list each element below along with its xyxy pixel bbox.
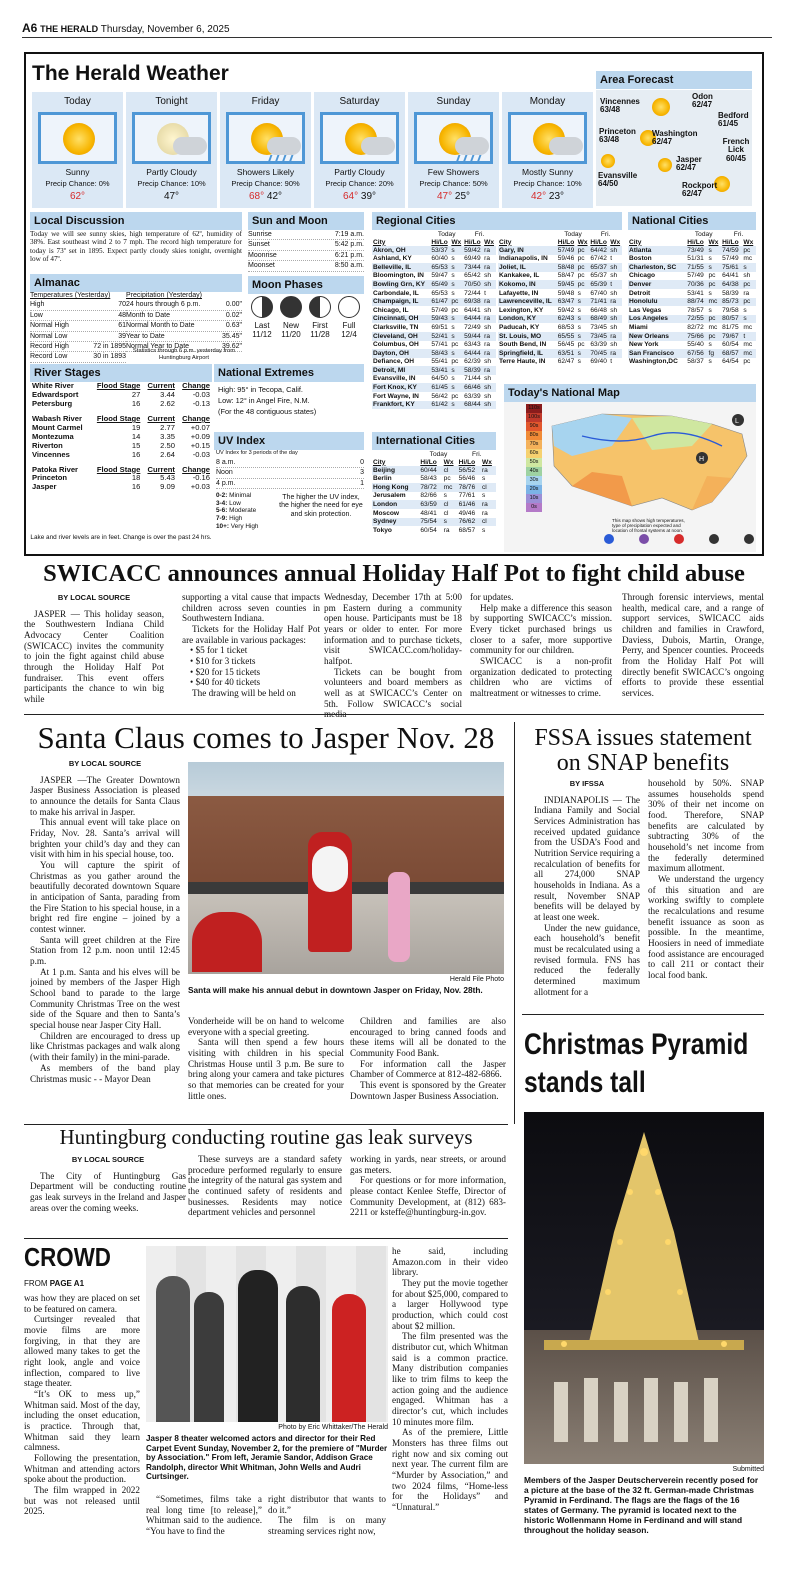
svg-text:L: L bbox=[735, 418, 739, 425]
almanac-row: Noon 3 bbox=[216, 469, 364, 478]
city-row: Bowling Grn, KY 65/49 s 70/50 sh bbox=[372, 280, 496, 289]
crowd-caption: Jasper 8 theater welcomed actors and director for their Red Carpet Event Sunday, November 2, for the premiere of "Murder by Association." From left, Jeramie Sandor, Addison Grace Randolph, director Whit Whitman, John Wells and Audri Curtsinger. bbox=[146, 1434, 388, 1482]
area-city: Vincennes 63/48 bbox=[600, 97, 640, 115]
almanac-row: Month to Date 0.02" bbox=[126, 312, 242, 321]
moon-phase-icon bbox=[251, 296, 273, 318]
area-forecast-map bbox=[596, 90, 752, 206]
sun-icon bbox=[601, 154, 615, 168]
temp-scale-band: 30s bbox=[526, 476, 542, 485]
city-row: Boston 51/31 s 57/49 mc bbox=[629, 255, 753, 263]
divider bbox=[24, 714, 764, 715]
river-row: Mount Carmel 19 2.77 +0.07 bbox=[32, 422, 210, 432]
river-row: Petersburg 16 2.62 -0.13 bbox=[32, 399, 210, 409]
city-row: London 63/59 cl 61/46 ra bbox=[372, 500, 496, 509]
river-stages-title: River Stages bbox=[30, 364, 212, 382]
almanac-row: Low 48 bbox=[30, 312, 126, 321]
city-row: Atlanta 73/49 s 74/59 pc bbox=[628, 246, 756, 255]
ticket-package: • $5 for 1 ticket bbox=[190, 645, 248, 656]
area-city: Odon 62/47 bbox=[692, 92, 713, 110]
forecast-day bbox=[314, 92, 405, 208]
almanac-note: Statistics through 6 p.m. yesterday from Huntingburg Airport bbox=[132, 348, 236, 361]
uv-scale bbox=[216, 492, 276, 530]
swicacc-headline: SWICACC announces annual Holiday Half Pot to fight child abuse bbox=[43, 560, 745, 587]
area-city: Bedford 61/45 bbox=[718, 111, 749, 129]
almanac-row: Year to Date 35.45" bbox=[126, 333, 242, 342]
moon-cloud-icon bbox=[132, 112, 211, 164]
forecast-temps: 64° 39° bbox=[342, 191, 377, 202]
almanac-row: Normal High 61 bbox=[30, 322, 126, 331]
forecast-precip: Precip Chance: 10% bbox=[513, 179, 582, 188]
city-row: Detroit, MI 53/41 s 58/39 ra bbox=[372, 366, 496, 375]
river-row: Princeton 18 5.43 -0.16 bbox=[32, 473, 210, 483]
temp-scale-band: 60s bbox=[526, 449, 542, 458]
forecast-temps: 47° 25° bbox=[436, 191, 471, 202]
local-discussion-text: Today we will see sunny skies, high temperature of 62º, humidity of 38%. East southeast wind 2 to 7 mph. The record high temperature for today is 73º set in 1895. Expect partly cloudy skies tonight, overnight low of 47º. bbox=[30, 230, 242, 263]
city-row: St. Louis, MO 65/55 s 73/45 ra bbox=[498, 332, 622, 341]
jump-from: FROM PAGE A1 bbox=[24, 1279, 85, 1288]
divider bbox=[24, 1238, 508, 1239]
area-city: Evansville 64/50 bbox=[598, 171, 638, 189]
city-row: Champaign, IL 61/47 pc 69/38 ra bbox=[372, 298, 496, 307]
city-row: Jerusalem 82/66 s 77/61 s bbox=[373, 492, 486, 500]
city-row: Fort Wayne, IN 56/42 pc 63/39 sh bbox=[373, 392, 492, 400]
city-row: Denver 70/36 pc 64/38 pc bbox=[628, 280, 756, 289]
city-row: Honolulu 88/74 mc 85/73 pc bbox=[628, 298, 756, 307]
moon-phases bbox=[248, 294, 364, 356]
ticket-package: • $40 for 40 tickets bbox=[190, 677, 261, 688]
almanac-row: 8 a.m. 0 bbox=[216, 459, 364, 468]
crowd-kicker: CROWD bbox=[24, 1242, 111, 1272]
area-city: Princeton 63/48 bbox=[599, 127, 636, 145]
city-row: London, KY 62/43 s 68/49 sh bbox=[498, 315, 622, 324]
red-carpet-photo bbox=[146, 1246, 388, 1422]
mostly-sunny-icon bbox=[508, 112, 587, 164]
area-forecast-title: Area Forecast bbox=[596, 71, 752, 89]
river-row: Montezuma 14 3.35 +0.09 bbox=[32, 431, 210, 441]
river-row: Vincennes 16 2.64 -0.03 bbox=[32, 449, 210, 459]
paper-name: THE HERALD bbox=[40, 24, 99, 34]
gas-col-1: BY LOCAL SOURCE The City of Huntingburg Gas Department will be conducting routine gas leak surveys in the Ireland and Jasper areas over the coming weeks. bbox=[30, 1155, 186, 1213]
area-city: Rockport 62/47 bbox=[682, 181, 718, 199]
gas-headline: Huntingburg conducting routine gas leak surveys bbox=[59, 1125, 473, 1149]
forecast-condition: Partly Cloudy bbox=[334, 167, 385, 177]
temp-scale-band: 40s bbox=[526, 467, 542, 476]
almanac-row: High 70 bbox=[30, 301, 126, 310]
uv-note: The higher the UV index, the higher the need for eye and skin protection. bbox=[279, 494, 363, 518]
forecast-precip: Precip Chance: 50% bbox=[419, 179, 488, 188]
uv-scale-row: 7-9: High bbox=[216, 515, 243, 523]
weather-box bbox=[24, 52, 764, 556]
city-row: Indianapolis, IN 59/46 pc 67/42 t bbox=[499, 255, 613, 263]
forecast-day-name: Tonight bbox=[155, 96, 188, 107]
forecast-day bbox=[126, 92, 217, 208]
forecast-day-name: Friday bbox=[251, 96, 280, 107]
temp-scale-band: 90s bbox=[526, 422, 542, 431]
divider bbox=[522, 1014, 764, 1015]
forecast-temps: 47° bbox=[163, 191, 180, 202]
forecast-day bbox=[32, 92, 123, 208]
map-note: This map shows high temperatures, type of precipitation expected and location of frontal systems at noon. bbox=[612, 518, 685, 534]
elf-hat bbox=[192, 912, 262, 972]
area-city: Jasper 62/47 bbox=[676, 155, 702, 173]
almanac-row: Record High 72 in 1895 bbox=[30, 343, 126, 352]
santa-caption: Santa will make his annual debut in downtown Jasper on Friday, Nov. 28th. bbox=[188, 985, 483, 995]
forecast-precip: Precip Chance: 90% bbox=[231, 179, 300, 188]
forecast-day bbox=[408, 92, 499, 208]
river-row: Edwardsport 27 3.44 -0.03 bbox=[32, 390, 210, 400]
forecast-temps: 68° 42° bbox=[248, 191, 283, 202]
forecast-day-name: Monday bbox=[529, 96, 566, 107]
pyramid-caption: Members of the Jasper Deutscherverein recently posed for a picture at the base of the 32 ft. German-made Christmas Pyramid in Ferdinand. The flags are the flags of the 16 states of Germany. The pyramid is located next to the historic Wollenmann Home in Ferdinand and will stand throughout the holiday season. bbox=[524, 1475, 759, 1535]
sun-icon bbox=[38, 112, 117, 164]
forecast-day-name: Sunday bbox=[436, 96, 471, 107]
rain-icon bbox=[226, 112, 305, 164]
international-cities-table: Today Fri. City Hi/Lo Wx Hi/Lo Wx Beijing 60/44 cl 56/52 ra Berlin 58/43 pc 56/46 s Hong Kong 78/72 mc 78/76 cl Jerusalem 82/66 s 77/61 s London 63/59 cl 61/46 ra Moscow 48/41 cl 49/46 ra Sydney 75/54 s 76/62 cl Tokyo 60/54 ra 68/57 s bbox=[372, 450, 496, 535]
national-cities-table: Today Fri. City Hi/Lo Wx Hi/Lo Wx Atlanta 73/49 s 74/59 pc Boston 51/31 s 57/49 mc Charleston, SC 71/55 s 75/61 s Chicago 57/49 pc 64/41 sh Denver 70/36 pc 64/38 pc Detroit 53/41 s 58/39 ra Honolulu 88/74 mc 85/73 pc Las Vegas 78/57 s 79/58 s Los Angeles 72/55 pc 80/57 s Miami 82/72 mc 81/75 mc New Orleans 75/66 pc 79/67 t New York 55/40 s 60/54 mc San Francisco 67/56 fg 68/57 mc Washington,DC 58/37 s 64/54 pc bbox=[628, 230, 756, 366]
city-row: Evansville, IN 64/50 s 71/44 sh bbox=[373, 375, 492, 383]
santa-col-3: Children and families are also encouraged to bring canned foods and these items will all be donated to the Community Food Bank. For information call the Jasper Chamber of Commerce at 812-482-6866. This event is sponsored by the Greater Downtown Jasper Business Association. bbox=[350, 1016, 506, 1101]
person-figure bbox=[332, 1294, 366, 1422]
crowd-col-2: “Sometimes, films take a real long time [to release],” Whitman said to the audience. “You have to find the bbox=[146, 1494, 262, 1537]
crowd-col-1: was how they are placed on set to be featured on camera. Curtsinger revealed that movie films are more forgiving, in that they are allowed many takes to get the right look, angle and voice inflection, compared to live stage theater. “It’s OK to mess up,” Whitman said. Most of the day, including the onset education, is practice. Through that, Whitman said they learn calmness. Following the presentation, Whitman and attending actors spoke about the production. The film wrapped in 2022 but was not released until 2025. bbox=[24, 1293, 140, 1517]
area-city: French Lick 60/45 bbox=[722, 137, 750, 163]
forecast-day-name: Saturday bbox=[339, 96, 380, 107]
temp-scale-band: 110s bbox=[526, 404, 542, 413]
fssa-col-2: household by 50%. SNAP assumes households spend 30% of their net income on food. Therefore, SNAP benefits are calculated by subtracting 30% of the household’s net income from the federally determined maximum allotment. We understand the urgency of this situation and are working swiftly to complete the recalculations and resume benefit issuance as soon as possible. In the meantime, Hoosiers in need of immediate food assistance are encouraged to call 211 or contact their local food bank. bbox=[648, 778, 764, 981]
city-row: Los Angeles 72/55 pc 80/57 s bbox=[628, 315, 756, 324]
almanac-row: Record Low 30 in 1893 bbox=[30, 353, 126, 362]
low-pressure-legend-icon bbox=[709, 534, 719, 544]
river-stages-table bbox=[30, 382, 212, 492]
uv-sub: UV Index for 3 periods of the day bbox=[216, 450, 298, 456]
city-row: Charleston, SC 71/55 s 75/61 s bbox=[628, 263, 756, 272]
city-row: New Orleans 75/66 pc 79/67 t bbox=[628, 332, 756, 341]
moon-phase-icon bbox=[309, 296, 331, 318]
santa-col-1: BY LOCAL SOURCE JASPER —The Greater Downtown Jasper Business Association is pleased to announce the details for Santa Claus to make his arrival in Jasper. This annual event will take place on Friday, Nov. 28. Santa’s arrival will brighten your child’s day and they can visit with him in his special house, too. You will capture the spirit of Christmas as you gather around the beautifully decorated downtown Square in anticipation of Santa, parading from the Fire Station to his special house, in a bright red fire engine – joined by a contest winner. Santa will greet children at the Fire Station from 12 p.m. noon until 12:45 p.m. At 1 p.m. Santa and his elves will be joined by members of the Jasper High School band to parade to the large Community Christmas Tree on the west side of the Square and then to Santa’s special house near Jasper City Hall. Children are encouraged to dress up like Christmas packages and walk along (with their family) in the mini-parade. As members of the band play Christmas music - - Mayor Dean bbox=[30, 759, 180, 1084]
temp-scale-band: 10s bbox=[526, 494, 542, 503]
city-row: San Francisco 67/56 fg 68/57 mc bbox=[628, 349, 756, 358]
fssa-headline: FSSA issues statement on SNAP benefits bbox=[534, 725, 752, 776]
almanac-row: Sunset 5:42 p.m. bbox=[248, 241, 364, 250]
forecast-temps: 62° bbox=[69, 191, 86, 202]
city-row: Tokyo 60/54 ra 68/57 s bbox=[373, 526, 486, 534]
swicacc-col-1: BY LOCAL SOURCE JASPER — This holiday season, the Southwestern Indiana Child Advocacy Center Coalition (SWICACC) invites the community to join the fight against child abuse through the Holiday Half Pot fundraiser. This event offers participants the chance to win big while bbox=[24, 593, 164, 705]
swicacc-col-3: Wednesday, December 17th at 5:00 pm Eastern during a community open house. Participants must be 18 years or older to enter. For more information and to purchase tickets, visit SWICACC.com/holiday-halfpot. Tickets can be bought from volunteers and board members as well as at SWICACC’s Center on 5th. Follow SWICACC’s social bbox=[324, 592, 462, 709]
weather-title: The Herald Weather bbox=[32, 62, 229, 85]
almanac-row: Normal Year to Date 39.62" bbox=[126, 343, 242, 352]
city-row: South Bend, IN 56/45 pc 63/39 sh bbox=[499, 341, 618, 349]
city-row: Clarksville, TN 69/51 s 72/49 sh bbox=[373, 323, 492, 331]
moon-phase: Last 11/12 bbox=[248, 294, 276, 340]
swicacc-col-4: for updates. Help make a difference this season by supporting SWICACC’s mission. Every ticket purchased brings us closer to a safer, more supportive community for our children. SWICACC is a non-profit organization dedicated to protecting children who are victims of maltreatment or witnesses to crime. bbox=[470, 592, 612, 699]
national-map-title: Today's National Map bbox=[504, 384, 756, 402]
almanac-row: Moonrise 6:21 p.m. bbox=[248, 252, 364, 261]
forecast-temps: 42° 23° bbox=[530, 191, 565, 202]
city-row: Bloomington, IN 59/47 s 65/42 sh bbox=[373, 272, 492, 280]
almanac-precipitation: Precipitation (Yesterday) 24 hours through 6 p.m. 0.00" Month to Date 0.02" Normal Month to Date 0.63" Year to Date 35.45" Normal Year to Date 39.62" bbox=[126, 292, 242, 352]
divider bbox=[514, 722, 515, 1124]
cold-front-icon bbox=[604, 534, 614, 544]
almanac-temperatures: Temperatures (Yesterday) High 70 Low 48 Normal High 61 Normal Low 39 Record High 72 in 1895 Record Low 30 in 1893 bbox=[30, 292, 126, 363]
city-row: Cleveland, OH 52/41 s 59/44 ra bbox=[372, 332, 496, 341]
fssa-col-1: BY IFSSA INDIANAPOLIS — The Indiana Family and Social Services Administration has received updated guidance from the USDA’s Food and Nutrition Service requiring a recalculation of benefits for all 274,000 SNAP households in Indiana. As a result, November SNAP benefits will be delayed by at least one week. Under the new guidance, each household’s benefit must be recalculated using a revised formula. FNS has reduced the federally determined maximum allotment for a bbox=[534, 779, 640, 997]
city-row: Chicago 57/49 pc 64/41 sh bbox=[629, 272, 751, 280]
city-row: Chicago, IL 57/49 pc 64/41 sh bbox=[373, 306, 492, 314]
ticket-package: • $10 for 3 tickets bbox=[190, 656, 256, 667]
almanac-title: Almanac bbox=[30, 274, 242, 292]
river-note: Lake and river levels are in feet. Change is over the past 24 hrs. bbox=[30, 534, 212, 541]
city-row: Lexington, KY 59/42 s 66/48 sh bbox=[499, 306, 618, 314]
city-row: New York 55/40 s 60/54 mc bbox=[629, 341, 753, 349]
stationary-front-icon bbox=[639, 534, 649, 544]
santa-col-2: Vonderheide will be on hand to welcome everyone with a special greeting. Santa will then spend a few hours visiting with children in his special Christmas House until 3 p.m. Be sure to bring along your camera and take pictures so that memories can be created for your little ones. bbox=[188, 1016, 344, 1101]
forecast-condition: Partly Cloudy bbox=[146, 167, 197, 177]
crowd-col-3: right distributor that wants to do it.” The film is on many streaming services right now, bbox=[268, 1494, 386, 1537]
forecast-day bbox=[502, 92, 593, 208]
almanac-row: Moonset 8:50 a.m. bbox=[248, 262, 364, 271]
forecast-day bbox=[220, 92, 311, 208]
national-map bbox=[504, 402, 756, 552]
forecast-precip: Precip Chance: 20% bbox=[325, 179, 394, 188]
issue-date: Thursday, November 6, 2025 bbox=[100, 24, 230, 35]
christmas-pyramid-graphic bbox=[524, 1112, 764, 1464]
person-figure bbox=[238, 1270, 278, 1422]
person-figure bbox=[286, 1286, 320, 1422]
page-number: A6 bbox=[22, 21, 38, 35]
forecast-condition: Sunny bbox=[65, 167, 90, 177]
almanac-row: 4 p.m. 1 bbox=[216, 480, 364, 489]
person-figure bbox=[388, 872, 410, 962]
almanac-row: 24 hours through 6 p.m. 0.00" bbox=[126, 301, 242, 310]
local-discussion-title: Local Discussion bbox=[30, 212, 242, 230]
city-row: Cincinnati, OH 59/43 s 64/44 ra bbox=[372, 315, 496, 324]
gas-col-2: These surveys are a standard safety procedure performed regularly to ensure the integrity of the natural gas system and the continued safety of residents and businesses. Residents may notice department vehicles and personnel bbox=[188, 1154, 342, 1218]
city-row: Kokomo, IN 59/45 pc 65/39 t bbox=[498, 280, 622, 289]
river-row: Jasper 16 9.09 +0.03 bbox=[32, 482, 210, 492]
moon-phase: New 11/20 bbox=[277, 294, 305, 340]
city-row: Belleville, IL 65/53 s 73/44 ra bbox=[372, 263, 496, 272]
city-row: Dayton, OH 58/43 s 64/44 ra bbox=[372, 349, 496, 358]
city-row: Carbondale, IL 65/53 s 72/44 t bbox=[373, 289, 486, 297]
regional-cities-title: Regional Cities bbox=[372, 212, 622, 230]
city-row: Hong Kong 78/72 mc 78/76 cl bbox=[372, 483, 496, 492]
moon-phase: First 11/28 bbox=[306, 294, 334, 340]
ticket-package: • $20 for 15 tickets bbox=[190, 666, 261, 677]
uv-scale-row: 10+: Very High bbox=[216, 522, 259, 530]
international-cities-title: International Cities bbox=[372, 432, 496, 450]
city-row: Akron, OH 53/37 s 59/42 ra bbox=[372, 246, 496, 255]
regional-cities-table: Today Fri. City Hi/Lo Wx Hi/Lo Wx Akron, OH 53/37 s 59/42 ra Ashland, KY 60/40 s 69/49 ra Belleville, IL 65/53 s 73/44 ra Bloomington, IN 59/47 s 65/42 sh Bowling Grn, KY 65/49 s 70/50 sh Carbondale, IL 65/53 s 72/44 t Champaign, IL 61/47 pc 69/38 ra Chicago, IL 57/49 pc 64/41 sh Cincinnati, OH 59/43 s 64/44 ra Clarksville, TN 69/51 s 72/49 sh Cleveland, OH 52/41 s 59/44 ra Columbus, OH 57/41 pc 63/43 ra Dayton, OH 58/43 s 64/44 ra Defiance, OH 55/41 pc 62/39 sh Detroit, MI 53/41 s 58/39 ra Evansville, IN 64/50 s 71/44 sh Fort Knox, KY 61/45 s 66/46 sh Fort Wayne, IN 56/42 pc 63/39 sh Frankfort, KY 61/42 s 68/44 sh Today Fri. City Hi/Lo Wx Hi/Lo Wx Gary, IN 57/49 pc 64/42 sh Indianapolis, IN 59/46 pc 67/42 t Joliet, IL 58/48 pc 65/37 sh Kankakee, IL 58/47 pc 65/37 sh Kokomo, IN 59/45 pc 65/39 t Lafayette, IN 59/48 s 67/40 sh Lawrenceville, IL 63/47 s 71/41 ra Lexington, KY 59/42 s 66/48 sh London, KY 62/43 s 68/49 sh Paducah, KY 68/53 s 73/45 sh St. Louis, MO 65/55 s 73/45 ra South Bend, IN 56/45 pc 63/39 sh Springfield, IL 63/51 s 70/45 ra Terre Haute, IN 62/47 s 69/40 t bbox=[373, 230, 621, 409]
moon-phases-title: Moon Phases bbox=[248, 276, 364, 294]
uv-scale-row: 0-2: Minimal bbox=[216, 492, 252, 499]
svg-text:H: H bbox=[699, 456, 705, 463]
city-row: Kankakee, IL 58/47 pc 65/37 sh bbox=[499, 272, 618, 280]
showers-icon bbox=[414, 112, 493, 164]
city-row: Frankfort, KY 61/42 s 68/44 sh bbox=[372, 401, 496, 410]
almanac-row: Normal Month to Date 0.63" bbox=[126, 322, 242, 331]
city-row: Sydney 75/54 s 76/62 cl bbox=[372, 518, 496, 527]
temp-scale-band: 100s bbox=[526, 413, 542, 422]
city-row: Ashland, KY 60/40 s 69/49 ra bbox=[373, 255, 490, 263]
pyramid-photo bbox=[524, 1112, 764, 1464]
us-map-graphic bbox=[542, 406, 754, 518]
map-legend bbox=[604, 534, 754, 548]
forecast-precip: Precip Chance: 0% bbox=[45, 179, 110, 188]
swicacc-col-5: Through forensic interviews, mental health, medical care, and a range of support services, SWICACC aids children and families in Crawford, Daviess, Dubois, Martin, Orange, Perry, and Spencer counties. Proceeds from the Holiday Half Pot will directly benefit SWICACC’s ongoing efforts to provide these essential services. bbox=[622, 592, 764, 699]
crowd-col-4: he said, including Amazon.com in their video library. They put the movie together for about $25,000, compared to a larger Hollywood type production, which could cost about $2 million. The film presented was the distributor cut, which Whitman said is a common practice. Many distribution companies like to trim films to keep the action going and the audience engaged. Whitman has a director’s cut, which includes 10 minutes more film. As of the premiere, Little Monsters has three films out right now and six coming out next year. The current film are “Murder by Association,” and two 2024 films, “Home-less for the Holidays” and “Unnatural.” bbox=[392, 1246, 508, 1513]
forecast-precip: Precip Chance: 10% bbox=[137, 179, 206, 188]
moon-phase: Full 12/4 bbox=[335, 294, 363, 340]
forecast-condition: Few Showers bbox=[427, 167, 480, 177]
sun-icon bbox=[652, 98, 670, 116]
national-extremes: High: 95° in Tecopa, Calif. Low: 12° in Angel Fire, N.M. (For the 48 contiguous states) bbox=[218, 385, 317, 417]
city-row: Miami 82/72 mc 81/75 mc bbox=[629, 323, 753, 331]
person-figure bbox=[194, 1292, 224, 1422]
city-row: Beijing 60/44 cl 56/52 ra bbox=[372, 466, 496, 475]
forecast-condition: Mostly Sunny bbox=[521, 167, 574, 177]
national-cities-title: National Cities bbox=[628, 212, 756, 230]
uv-index-title: UV Index bbox=[214, 432, 364, 450]
river-row: Riverton 15 2.50 +0.15 bbox=[32, 440, 210, 450]
santa-photo bbox=[188, 762, 504, 974]
temp-scale-band: 80s bbox=[526, 431, 542, 440]
high-pressure-legend-icon bbox=[744, 534, 754, 544]
uv-table bbox=[216, 458, 364, 489]
temp-scale-band: 70s bbox=[526, 440, 542, 449]
partly-cloudy-icon bbox=[320, 112, 399, 164]
city-row: Paducah, KY 68/53 s 73/45 sh bbox=[499, 323, 618, 331]
temp-scale-band: 50s bbox=[526, 458, 542, 467]
temp-scale-band: 0s bbox=[526, 503, 542, 512]
city-row: Lawrenceville, IL 63/47 s 71/41 ra bbox=[498, 298, 622, 307]
city-row: Columbus, OH 57/41 pc 63/43 ra bbox=[373, 341, 490, 349]
moon-phase-icon bbox=[280, 296, 302, 318]
river-group-header: Patoka River Flood Stage Current Change bbox=[32, 464, 210, 474]
city-row: Springfield, IL 63/51 s 70/45 ra bbox=[498, 349, 622, 358]
city-row: Las Vegas 78/57 s 79/58 s bbox=[629, 306, 747, 314]
pyramid-photo-credit: Submitted bbox=[732, 1466, 764, 1473]
swicacc-col-2: supporting a vital cause that impacts children across seven counties in Southwestern Indiana. Tickets for the Holiday Half Pot are available in various packages: • $5 for 1 ticket • $10 for 3 tickets • $20 for 15 tickets • $40 for 40 tickets The drawing will be held on bbox=[182, 592, 320, 699]
almanac-row: Normal Low 39 bbox=[30, 333, 126, 342]
city-row: Defiance, OH 55/41 pc 62/39 sh bbox=[373, 358, 492, 366]
city-row: Moscow 48/41 cl 49/46 ra bbox=[373, 509, 488, 517]
city-row: Terre Haute, IN 62/47 s 69/40 t bbox=[499, 358, 613, 366]
city-row: Fort Knox, KY 61/45 s 66/46 sh bbox=[372, 383, 496, 392]
person-figure bbox=[156, 1276, 190, 1422]
city-row: Detroit 53/41 s 58/39 ra bbox=[629, 289, 750, 297]
city-row: Gary, IN 57/49 pc 64/42 sh bbox=[498, 246, 622, 255]
uv-scale-row: 5-6: Moderate bbox=[216, 507, 257, 515]
forecast-condition: Showers Likely bbox=[236, 167, 295, 177]
uv-scale-row: 3-4: Low bbox=[216, 499, 241, 507]
almanac-row: Sunrise 7:19 a.m. bbox=[248, 231, 364, 240]
area-city: Washington 62/47 bbox=[652, 129, 698, 147]
santa-headline: Santa Claus comes to Jasper Nov. 28 bbox=[37, 720, 495, 755]
city-row: Lafayette, IN 59/48 s 67/40 sh bbox=[499, 289, 618, 297]
gas-col-3: working in yards, near streets, or around gas meters. For questions or for more information, please contact Kenlee Steffe, Director of Community Development, at (812) 683-2211 or ksteffe@huntingburg-in.gov. bbox=[350, 1154, 506, 1218]
page-header bbox=[22, 22, 772, 38]
river-group-header: White River Flood Stage Current Change bbox=[32, 381, 210, 391]
city-row: Berlin 58/43 pc 56/46 s bbox=[373, 475, 486, 483]
crowd-photo-credit: Photo by Eric Whittaker/The Herald bbox=[278, 1424, 388, 1431]
santa-beard bbox=[312, 846, 348, 892]
river-group-header: Wabash River Flood Stage Current Change bbox=[32, 414, 210, 423]
national-extremes-title: National Extremes bbox=[214, 364, 364, 382]
santa-photo-credit: Herald File Photo bbox=[449, 976, 504, 983]
pyramid-headline: Christmas Pyramid stands tall bbox=[524, 1028, 749, 1099]
warm-front-icon bbox=[674, 534, 684, 544]
temp-scale-band: 20s bbox=[526, 485, 542, 494]
moon-phase-icon bbox=[338, 296, 360, 318]
forecast-day-name: Today bbox=[64, 96, 91, 107]
city-row: Joliet, IL 58/48 pc 65/37 sh bbox=[498, 263, 622, 272]
sun-moon-title: Sun and Moon bbox=[248, 212, 364, 230]
city-row: Washington,DC 58/37 s 64/54 pc bbox=[629, 358, 751, 366]
sun-icon bbox=[658, 158, 672, 172]
sun-moon-table bbox=[248, 230, 364, 272]
